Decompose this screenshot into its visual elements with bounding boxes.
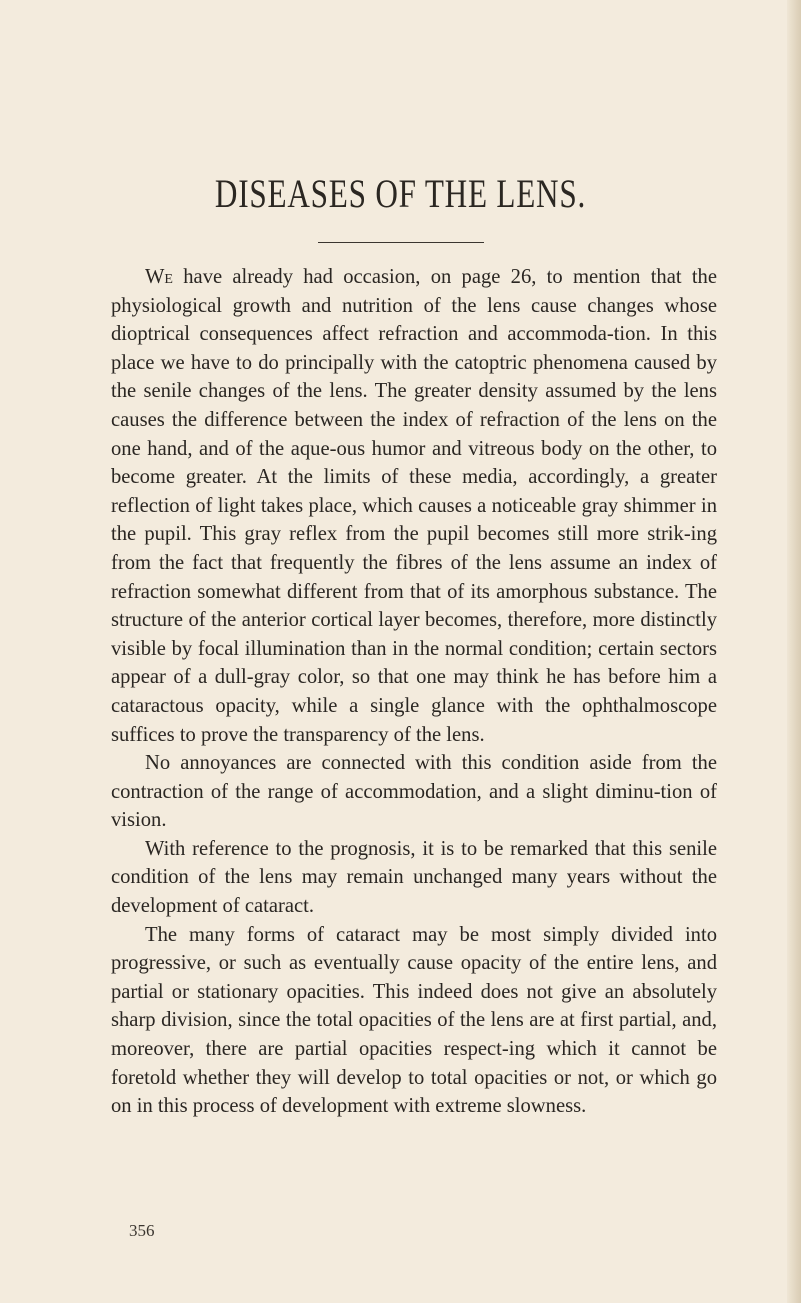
paragraph-3: With reference to the prognosis, it is to be remarked that this senile condition of the lens may remain unchanged many years without the development of cataract. (111, 837, 717, 918)
page-edge-shadow (787, 0, 801, 1303)
paragraph-4: The many forms of cataract may be most simply divided into progressive, or such as eventually cause opacity of the entire lens, and partial or stationary opacities. This indeed does not give an absolutely sharp division, since the total opacities of the lens are at first partial, and, moreover, there are partial opacities respect-ing which it cannot be foretold whether they will develop to total opacities or not, or which go on in this process of development with extreme slowness. (111, 923, 717, 1118)
page-title: DISEASES OF THE LENS. (214, 171, 587, 216)
body-text (111, 263, 717, 1121)
title-divider (318, 242, 484, 243)
paragraph-2: No annoyances are connected with this condition aside from the contraction of the range of accommodation, and a slight diminu-tion of vision. (111, 752, 717, 832)
paragraph-1-lead: We (145, 266, 173, 288)
page-number: 356 (129, 1221, 155, 1240)
paragraph-1-text: have already had occasion, on page 26, to mention that the physiological growth and nutrition of the lens cause changes whose dioptrical consequences affect refraction and accommoda-tion. In this place we have to do principally with the catoptric phenomena caused by the senile changes of the lens. The greater density assumed by the lens causes the difference between the index of refraction of the lens on the one hand, and of the aque-ous humor and vitreous body on the other, to become greater. At the limits of these media, accordingly, a greater reflection of light takes place, which causes a noticeable gray shimmer in the pupil. This gray reflex from the pupil becomes still more strik-ing from the fact that frequently the fibres of the lens assume an index of refraction somewhat different from that of its amorphous substance. The structure of the anterior cortical layer becomes, therefore, more distinctly visible by focal illumination than in the normal condition; certain sectors appear of a dull-gray color, so that one may think he has before him a cataractous opacity, while a single glance with the ophthalmoscope suffices to prove the transparency of the lens. (111, 266, 717, 746)
paragraph-1 (111, 263, 717, 749)
